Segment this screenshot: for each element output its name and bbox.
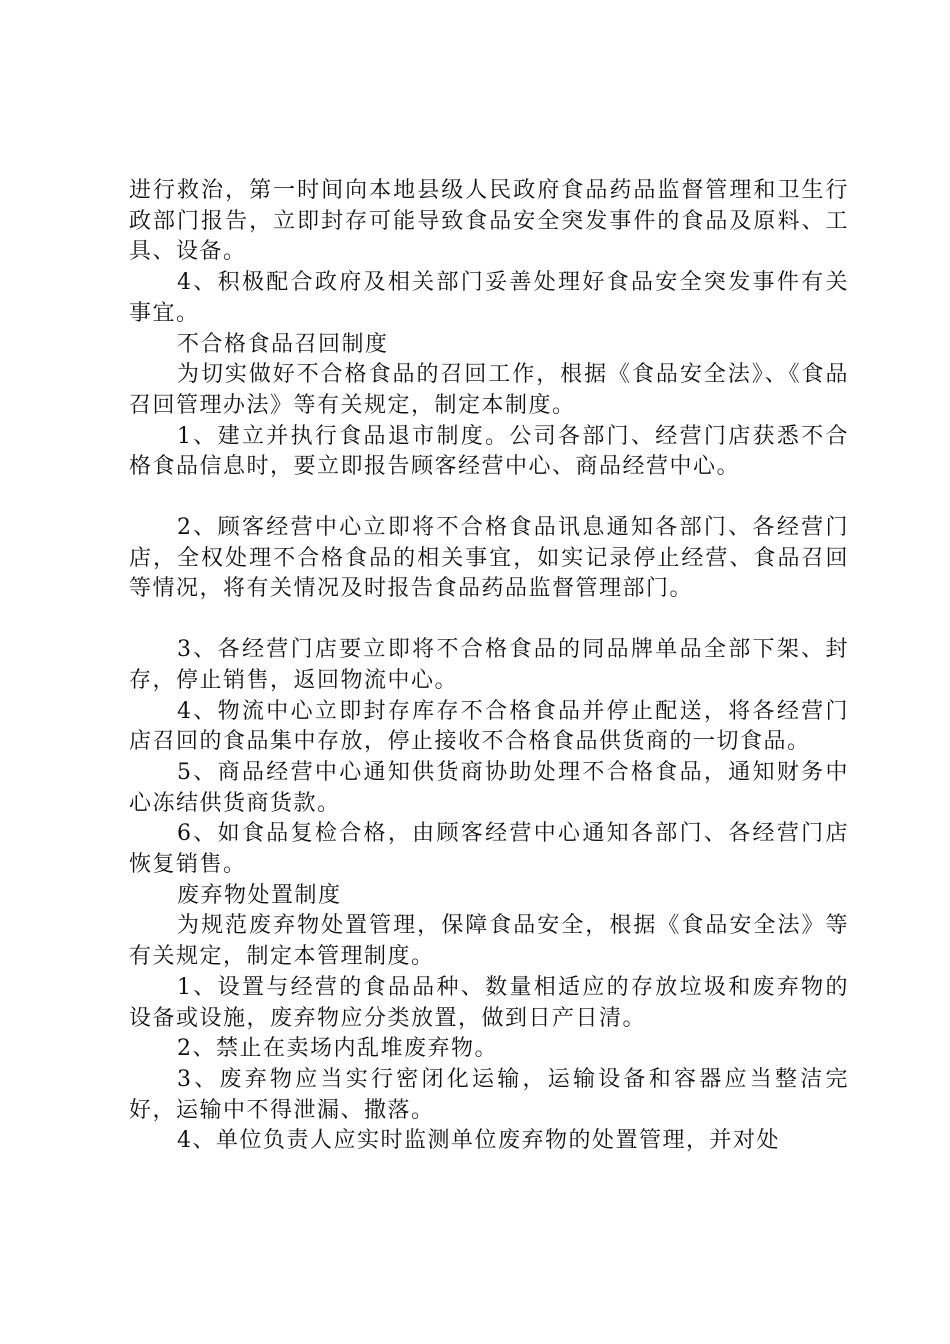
- paragraph-recall-item-6: 6、如食品复检合格，由顾客经营中心通知各部门、各经营门店恢复销售。: [129, 821, 849, 878]
- paragraph-waste-item-1: 1、设置与经营的食品品种、数量相适应的存放垃圾和废弃物的设备或设施，废弃物应分类放置，做到日产日清。: [129, 974, 849, 1031]
- paragraph-recall-item-5: 5、商品经营中心通知供货商协助处理不合格食品，通知财务中心冻结供货商货款。: [129, 759, 849, 816]
- paragraph-recall-intro: 为切实做好不合格食品的召回工作，根据《食品安全法》、《食品召回管理办法》等有关规定，制定本制度。: [129, 362, 849, 418]
- paragraph-recall-item-4: 4、物流中心立即封存库存不合格食品并停止配送，将各经营门店召回的食品集中存放，停止接收不合格食品供货商的一切食品。: [129, 698, 849, 755]
- paragraph-recall-item-2: 2、顾客经营中心立即将不合格食品讯息通知各部门、各经营门店，全权处理不合格食品的相关事宜，如实记录停止经营、食品召回等情况，将有关情况及时报告食品药品监督管理部门。: [129, 515, 849, 602]
- paragraph-recall-item-1: 1、建立并执行食品退市制度。公司各部门、经营门店获悉不合格食品信息时，要立即报告顾客经营中心、商品经营中心。: [129, 423, 849, 480]
- paragraph-cooperate-government: 4、积极配合政府及相关部门妥善处理好食品安全突发事件有关事宜。: [129, 270, 849, 326]
- paragraph-waste-intro: 为规范废弃物处置管理，保障食品安全，根据《食品安全法》等有关规定，制定本管理制度。: [129, 913, 849, 970]
- paragraph-waste-item-4: 4、单位负责人应实时监测单位废弃物的处置管理，并对处: [177, 1128, 780, 1154]
- paragraph-rescue-report: 进行救治，第一时间向本地县级人民政府食品药品监督管理和卫生行政部门报告，立即封存可能导致食品安全突发事件的食品及原料、工具、设备。: [129, 178, 849, 265]
- paragraph-waste-item-2: 2、禁止在卖场内乱堆废弃物。: [177, 1036, 498, 1062]
- section-heading-waste: 废弃物处置制度: [177, 882, 342, 908]
- section-heading-recall: 不合格食品召回制度: [177, 331, 389, 357]
- paragraph-recall-item-3: 3、各经营门店要立即将不合格食品的同品牌单品全部下架、封存，停止销售，返回物流中心。: [129, 637, 849, 693]
- paragraph-waste-item-3: 3、废弃物应当实行密闭化运输，运输设备和容器应当整洁完好，运输中不得泄漏、撒落。: [129, 1066, 849, 1123]
- document-body: [129, 176, 849, 1157]
